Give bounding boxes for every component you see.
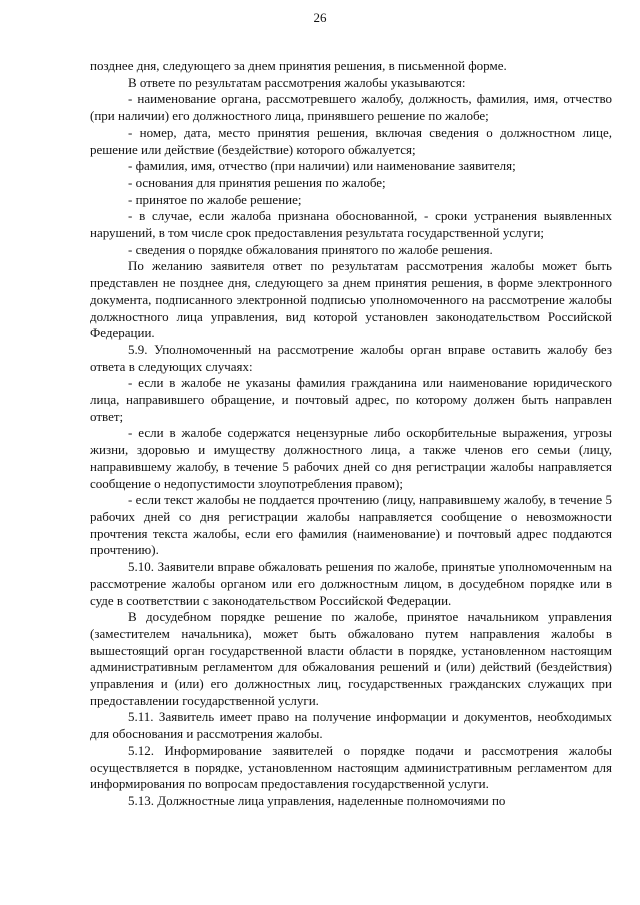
paragraph: 5.12. Информирование заявителей о порядке подачи и рассмотрения жалобы осуществляется в порядке, установленном настоящим административным регламентом для информирования по вопросам предоставления государственной услуги. <box>90 742 612 792</box>
paragraph: 5.9. Уполномоченный на рассмотрение жалобы орган вправе оставить жалобу без ответа в следующих случаях: <box>90 341 612 374</box>
page-number: 26 <box>313 10 327 25</box>
paragraph: - наименование органа, рассмотревшего жалобу, должность, фамилия, имя, отчество (при наличии) его должностного лица, принявшего решение по жалобе; <box>90 91 612 124</box>
paragraph: позднее дня, следующего за днем принятия решения, в письменной форме. <box>90 58 507 73</box>
document-body <box>90 58 612 810</box>
paragraph: - если текст жалобы не поддается прочтению (лицу, направившему жалобу, в течение 5 рабочих дней со дня регистрации жалобы направляется сообщение о невозможности прочтения текста жалобы, если его фамилия (наименование) и почтовый адрес поддаются прочтению). <box>90 492 612 558</box>
paragraph: - принятое по жалобе решение; <box>128 191 302 207</box>
paragraph: - фамилия, имя, отчество (при наличии) или наименование заявителя; <box>128 158 516 174</box>
paragraph: В ответе по результатам рассмотрения жалобы указываются: <box>128 74 466 90</box>
paragraph: - в случае, если жалоба признана обоснованной, - сроки устранения выявленных нарушений, в том числе срок предоставления результата государственной услуги; <box>90 208 612 241</box>
paragraph: По желанию заявителя ответ по результатам рассмотрения жалобы может быть представлен не позднее дня, следующего за днем принятия решения, в форме электронного документа, подписанного электронной подписью уполномоченного на рассмотрение жалобы должностного лица управления, вид которой установлен законодательством Российской Федерации. <box>90 258 612 341</box>
paragraph: 5.11. Заявитель имеет право на получение информации и документов, необходимых для обоснования и рассмотрения жалобы. <box>90 709 612 742</box>
paragraph: 5.10. Заявители вправе обжаловать решения по жалобе, принятые уполномоченным на рассмотрение жалобы органом или его должностным лицом, в досудебном порядке или в суде в соответствии с законодательством Российской Федерации. <box>90 559 612 608</box>
paragraph: - если в жалобе содержатся нецензурные либо оскорбительные выражения, угрозы жизни, здоровью и имуществу должностного лица, а также членов его семьи (лицу, направившему жалобу, в течение 5 рабочих дней со дня регистрации жалобы направляется сообщение о недопустимости злоупотребления правом); <box>90 425 612 491</box>
paragraph: - основания для принятия решения по жалобе; <box>128 174 386 190</box>
paragraph: - если в жалобе не указаны фамилия гражданина или наименование юридического лица, направившего обращение, и почтовый адрес, по которому должен быть направлен ответ; <box>90 375 612 424</box>
paragraph: 5.13. Должностные лица управления, наделенные полномочиями по <box>128 792 506 808</box>
paragraph: - сведения о порядке обжалования принятого по жалобе решения. <box>128 241 493 257</box>
paragraph: - номер, дата, место принятия решения, включая сведения о должностном лице, решение или действие (бездействие) которого обжалуется; <box>90 124 612 157</box>
paragraph: В досудебном порядке решение по жалобе, принятое начальником управления (заместителем начальника), может быть обжаловано путем направления жалобы в вышестоящий орган государственной власти области в порядке, установленном настоящим административным регламентом для обжалования решений и (или) действий (бездействия) управления и (или) его должностных лиц, государственных гражданских служащих при предоставлении государственной услуги. <box>90 609 612 708</box>
